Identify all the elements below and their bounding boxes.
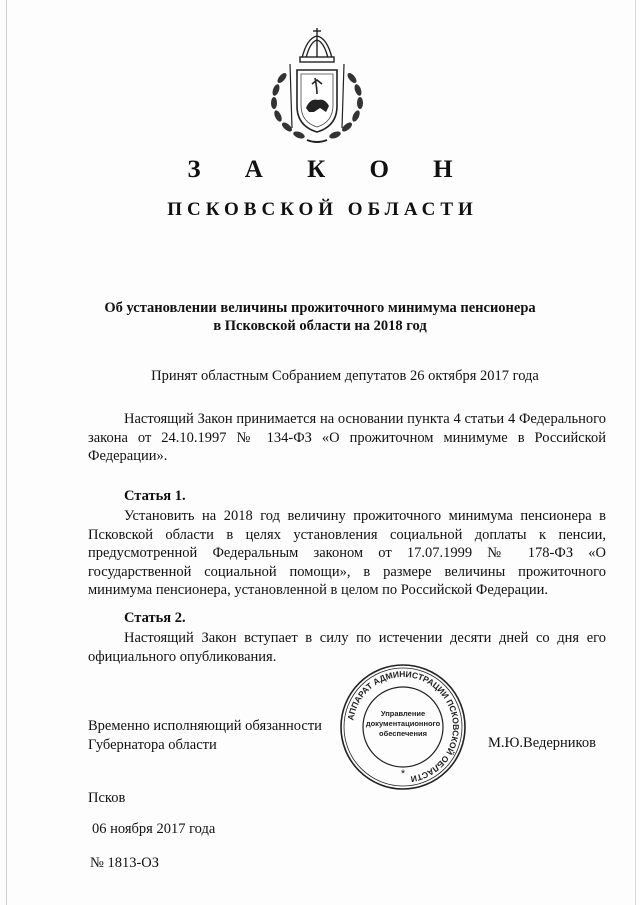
seal-ring-text: АППАРАТ АДМИНИСТРАЦИИ ПСКОВСКОЙ ОБЛАСТИ (345, 668, 462, 785)
region-title: ПСКОВСКОЙ ОБЛАСТИ (167, 199, 478, 220)
preamble-paragraph (88, 410, 606, 466)
law-title: З А К О Н (187, 156, 472, 183)
signatory-name: М.Ю.Ведерников (488, 735, 596, 751)
seal-star: * (400, 768, 406, 780)
seal-center-line-3: обеспечения (378, 729, 428, 738)
article-2-paragraph (88, 629, 606, 666)
article-1-paragraph (88, 507, 606, 600)
signatory-title-line-2: Губернатора области (88, 737, 217, 753)
law-subject-line-1: Об установлении величины прожиточного минимума пенсионера (104, 300, 536, 316)
signatory-title (88, 717, 322, 755)
seal-center-line-1: Управление (380, 709, 426, 718)
preamble-text: Настоящий Закон принимается на основании пункта 4 статьи 4 Федерального закона от 24.10.1997 № 134-ФЗ «О прожиточном минимуме в Российской Федерации». (88, 411, 606, 464)
article-1-text: Установить на 2018 год величину прожиточного минимума пенсионера в Псковской области в целях установления социальной доплаты к пенсии, предусмотренной Федеральным законом от 17.07.1999 № 178-ФЗ «О государственной социальной помощи», в размере величины прожиточного минимума пенсионера, установленной в целом по Российской Федерации. (88, 508, 606, 598)
adoption-note: Принят областным Собранием депутатов 26 октября 2017 года (151, 368, 539, 384)
law-number: № 1813-ОЗ (90, 855, 160, 871)
law-subject (100, 299, 540, 335)
date: 06 ноября 2017 года (92, 821, 216, 837)
coat-of-arms-icon (262, 28, 372, 146)
place: Псков (88, 790, 126, 806)
scan-edge-right (635, 0, 636, 905)
seal-center-line-2: документационного (365, 719, 441, 728)
law-subject-line-2: в Псковской области на 2018 год (213, 318, 427, 334)
official-seal-icon (338, 662, 468, 792)
article-2-text: Настоящий Закон вступает в силу по истечении десяти дней со дня его официального опубликования. (88, 630, 606, 665)
article-1-heading: Статья 1. (124, 488, 186, 504)
article-2-heading: Статья 2. (124, 610, 186, 626)
signatory-title-line-1: Временно исполняющий обязанности (88, 718, 322, 734)
scan-edge-left (6, 0, 7, 905)
